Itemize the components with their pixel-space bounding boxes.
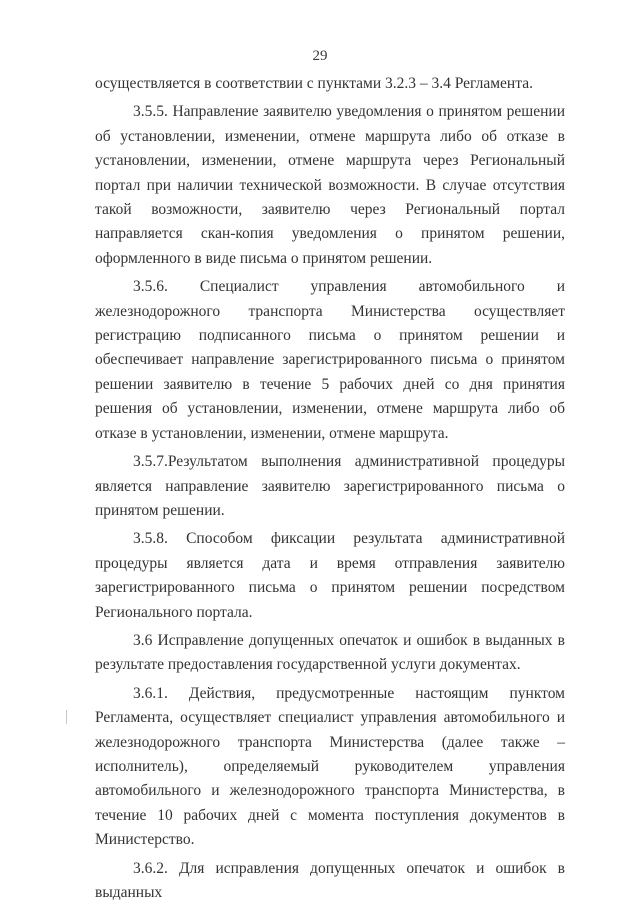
- paragraph-3-6-1: 3.6.1. Действия, предусмотренные настоящим пунктом Регламента, осуществляет специалист управления автомобильного и железнодорожного транспорта Министерства (далее также – исполнитель), определяемый руководителем управления автомобильного и железнодорожного транспорта Министерства, в течение 10 рабочих дней с момента поступления документов в Министерство.: [95, 684, 565, 849]
- paragraph-3-6-2: 3.6.2. Для исправления допущенных опечаток и ошибок в выданных: [95, 859, 565, 901]
- document-body: [95, 72, 565, 905]
- paragraph-3-5-6: 3.5.6. Специалист управления автомобильного и железнодорожного транспорта Министерства осуществляет регистрацию подписанного письма о принятом решении и обеспечивает направление зарегистрированного письма о принятом решении заявителю в течение 5 рабочих дней со дня принятия решения об установлении, изменении, отмене маршрута либо об отказе в установлении, изменении, отмене маршрута.: [95, 278, 565, 442]
- scan-artifact-mark: [66, 710, 67, 724]
- paragraph-3-5-8: 3.5.8. Способом фиксации результата административной процедуры является дата и время отправления заявителю зарегистрированного письма о принятом решении посредством Регионального портала.: [95, 530, 565, 621]
- paragraph-continuation: осуществляется в соответствии с пунктами 3.2.3 – 3.4 Регламента.: [95, 75, 533, 92]
- paragraph-3-5-7: 3.5.7.Результатом выполнения административной процедуры является направление заявителю зарегистрированного письма о принятом решении.: [95, 453, 565, 519]
- paragraph-3-5-5: 3.5.5. Направление заявителю уведомления о принятом решении об установлении, изменении, отмене маршрута либо об отказе в установлении, изменении, отмене маршрута через Региональный портал при наличии технической возможности. В случае отсутствия такой возможности, заявителю через Региональный портал направляется скан-копия уведомления о принятом решении, оформленного в виде письма о принятом решении.: [95, 103, 565, 267]
- page-number: 29: [312, 48, 328, 64]
- paragraph-3-6: 3.6 Исправление допущенных опечаток и ошибок в выданных в результате предоставления государственной услуги документах.: [95, 631, 565, 674]
